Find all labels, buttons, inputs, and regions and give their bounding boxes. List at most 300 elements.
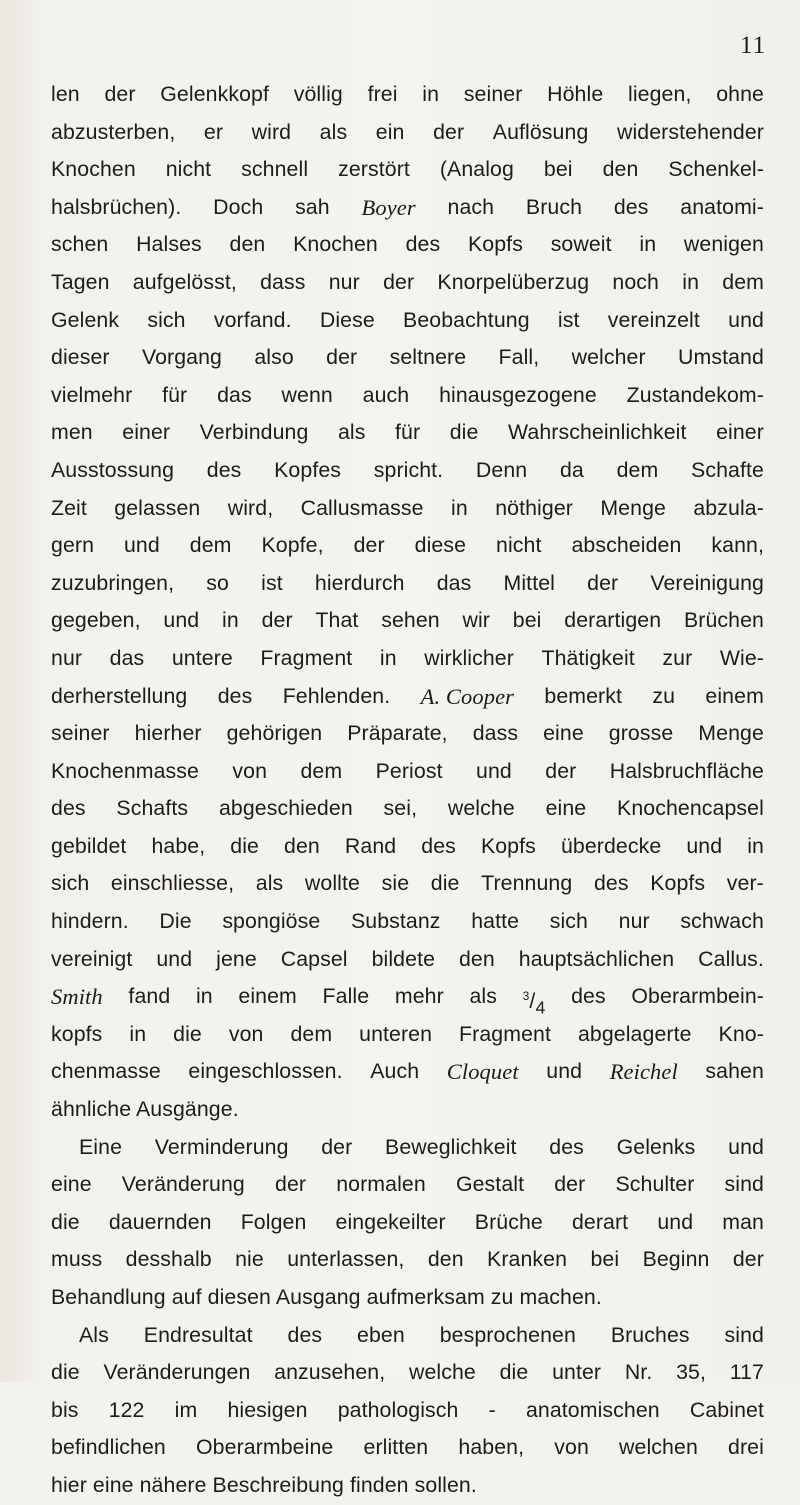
word: nur <box>51 645 83 670</box>
word: und <box>657 1209 694 1234</box>
text-line <box>51 1053 764 1091</box>
word: des <box>613 194 649 219</box>
word: hiesigen <box>227 1397 308 1422</box>
word: den <box>427 1247 464 1272</box>
word: den <box>602 157 639 182</box>
word: Rand <box>344 833 397 858</box>
word: einem <box>238 984 297 1009</box>
word: hierher <box>134 721 202 746</box>
word: Cabinet <box>689 1397 764 1422</box>
word: vielmehr <box>51 382 133 407</box>
word: eingekeilter <box>335 1209 446 1234</box>
word: abzusterben, <box>51 119 176 144</box>
word: sehen <box>381 608 440 633</box>
word: der <box>275 1172 307 1197</box>
word: das <box>436 570 472 595</box>
word: wird, <box>227 495 274 520</box>
word: jene <box>216 946 257 971</box>
word: der <box>732 1247 764 1272</box>
word: als <box>319 119 348 144</box>
word: frei <box>367 82 398 106</box>
text-line <box>51 1016 764 1054</box>
word: ist <box>261 570 283 595</box>
word: Schafte <box>691 457 764 482</box>
word: nur <box>328 269 360 294</box>
word: Kopfe, <box>261 533 324 558</box>
word: Denn <box>475 457 528 482</box>
word: untere <box>171 645 233 670</box>
word: Gelenks <box>616 1134 696 1159</box>
word: dem <box>722 269 764 294</box>
word: halsbrüchen). <box>51 194 182 219</box>
word: eine <box>545 796 587 821</box>
word: welchen <box>619 1435 698 1460</box>
word: Als <box>79 1322 109 1347</box>
word: Menge <box>698 721 764 746</box>
word: zu <box>652 683 676 708</box>
word: Capsel <box>280 946 348 971</box>
word: hatte <box>471 909 520 934</box>
word: seiner <box>51 721 110 746</box>
word: Nr. <box>624 1360 653 1385</box>
word: hauptsächlichen <box>518 946 675 971</box>
text-line <box>51 114 764 152</box>
word: Oberarmbeine <box>196 1435 334 1460</box>
word: die <box>499 1360 529 1385</box>
text-line <box>51 715 764 753</box>
word: Veränderung <box>121 1172 245 1197</box>
word: und <box>728 1134 764 1159</box>
word: Kopfs <box>467 232 523 257</box>
text-line <box>51 452 764 490</box>
word: Kno- <box>718 1021 764 1046</box>
word: Wie- <box>719 645 764 670</box>
word: Halses <box>136 232 202 257</box>
word: pathologisch <box>337 1397 459 1422</box>
word: für <box>162 382 188 407</box>
word: und <box>728 307 764 332</box>
fraction-three-quarters: $^3/_4$ <box>522 989 546 1018</box>
author-name-reichel: Reichel <box>609 1059 678 1085</box>
word: drei <box>728 1435 764 1460</box>
word: die <box>51 1360 80 1385</box>
word: Thätigkeit <box>541 645 635 670</box>
word: ist <box>557 307 580 332</box>
word: hinausgezogene <box>439 382 597 407</box>
author-name-cooper: A. Cooper <box>420 683 515 709</box>
word: derherstellung <box>51 683 188 708</box>
word: Kopfs <box>650 871 706 896</box>
word: so <box>206 570 229 595</box>
word: men <box>51 420 93 445</box>
word: len <box>51 82 80 106</box>
word: - <box>488 1397 496 1422</box>
word: Wahrscheinlichkeit <box>507 420 687 445</box>
word: schnell <box>241 157 309 182</box>
word: Eine <box>79 1134 123 1159</box>
word: spricht. <box>373 457 444 482</box>
word: anzusehen, <box>274 1360 386 1385</box>
word: Beginn <box>642 1247 710 1272</box>
word: ver- <box>726 871 764 896</box>
word: also <box>254 345 294 370</box>
word: des <box>51 796 86 821</box>
word: befindlichen <box>51 1435 166 1460</box>
word: bildete <box>371 946 436 971</box>
word: Trennung <box>481 871 573 896</box>
word: eben <box>357 1322 405 1347</box>
text-line: hier eine nähere Beschreibung finden sollen. <box>51 1472 477 1497</box>
word: Bruch <box>525 194 583 219</box>
word: Mittel <box>503 570 555 595</box>
text-line <box>51 753 764 791</box>
word: der <box>353 533 385 558</box>
text-line: ähnliche Ausgänge. <box>51 1097 239 1122</box>
word: und <box>156 946 193 971</box>
word: in <box>451 495 468 520</box>
word: Die <box>159 909 192 934</box>
text-line <box>51 1129 764 1167</box>
word: welcher <box>571 345 646 370</box>
word: Fehlenden. <box>282 683 391 708</box>
text-line <box>51 1392 764 1430</box>
word: Knochencapsel <box>617 796 764 821</box>
word: schwach <box>680 909 764 934</box>
word: des <box>206 457 242 482</box>
word: nöthiger <box>495 495 573 520</box>
word: derart <box>571 1209 629 1234</box>
body-text <box>51 76 764 1505</box>
word: Beweglichkeit <box>385 1134 517 1159</box>
word: bemerkt <box>544 683 623 708</box>
word: vorfand. <box>213 307 292 332</box>
word: in <box>195 984 213 1009</box>
word: in <box>422 82 440 106</box>
word: dass <box>472 721 519 746</box>
word: von <box>228 1021 264 1046</box>
word: sich <box>147 307 186 332</box>
word: muss <box>51 1247 103 1272</box>
word: die <box>51 1209 80 1234</box>
word: Brüche <box>474 1209 543 1234</box>
word <box>610 1053 678 1091</box>
text-line <box>51 1166 764 1204</box>
word: schen <box>51 232 109 257</box>
text-line <box>51 226 764 264</box>
text-line <box>51 828 764 866</box>
text-line: Behandlung auf diesen Ausgang aufmerksam zu machen. <box>51 1285 602 1309</box>
word: in <box>129 1021 147 1046</box>
word: Auch <box>370 1059 420 1084</box>
word: des <box>571 984 606 1009</box>
word: überdecke <box>560 833 662 858</box>
word: Knorpelüberzug <box>437 269 590 294</box>
word: sind <box>724 1172 764 1197</box>
text-line <box>51 678 764 716</box>
text-line <box>51 1429 764 1467</box>
word: zerstört <box>338 157 410 182</box>
word: Schenkel- <box>668 157 764 182</box>
word: wollte <box>304 871 360 896</box>
word: noch <box>612 269 659 294</box>
word: das <box>109 645 145 670</box>
word: nie <box>235 1247 264 1272</box>
text-line <box>51 1317 764 1355</box>
word: nach <box>447 194 495 219</box>
word: die <box>230 833 259 858</box>
word: und <box>123 533 160 558</box>
text-line <box>51 339 764 377</box>
word: ohne <box>716 82 764 106</box>
word: Auflösung <box>492 119 589 144</box>
word: ein <box>375 119 405 144</box>
text-line <box>51 490 764 528</box>
word: sei, <box>383 796 418 821</box>
word: man <box>722 1209 764 1234</box>
word: bei <box>590 1247 620 1272</box>
word: im <box>174 1397 198 1422</box>
word: hindern. <box>51 909 129 934</box>
text-line <box>51 865 764 903</box>
word: Kranken <box>487 1247 568 1272</box>
word: welche <box>408 1360 476 1385</box>
word: sah <box>295 194 330 219</box>
word: abgelagerte <box>577 1021 692 1046</box>
text-line <box>51 565 764 603</box>
word: der <box>383 269 415 294</box>
text-line <box>51 302 764 340</box>
word: die <box>173 1021 202 1046</box>
word: kann, <box>711 533 764 558</box>
word: Substanz <box>350 909 441 934</box>
word: Verminderung <box>154 1134 289 1159</box>
word: von <box>554 1435 589 1460</box>
word: in <box>682 269 700 294</box>
word: in <box>747 833 764 858</box>
word: der <box>326 345 358 370</box>
word: besprochenen <box>439 1322 576 1347</box>
word: und <box>163 608 200 633</box>
word: Folgen <box>240 1209 307 1234</box>
word: das <box>217 382 252 407</box>
word: Doch <box>213 194 264 219</box>
word: dem <box>616 457 659 482</box>
word: habe, <box>151 833 206 858</box>
word <box>421 678 514 716</box>
word: Gelenkkopf <box>160 82 269 106</box>
word: wird <box>251 119 292 144</box>
word: auch <box>362 382 410 407</box>
word: Diese <box>319 307 375 332</box>
word: der <box>104 82 136 106</box>
word: Fragment <box>459 1021 551 1046</box>
word: nicht <box>496 533 542 558</box>
word: dem <box>300 758 343 783</box>
word: nur <box>618 909 650 934</box>
word: Höhle <box>547 82 604 106</box>
author-name-cloquet: Cloquet <box>446 1059 519 1085</box>
word: spongiöse <box>222 909 321 934</box>
word: und <box>476 758 512 783</box>
word: Knochen <box>51 157 136 182</box>
text-line <box>51 414 764 452</box>
word: des <box>217 683 253 708</box>
word: seltnere <box>389 345 467 370</box>
word: That <box>315 608 359 633</box>
word: dem <box>290 1021 333 1046</box>
word: zuzubringen, <box>51 570 175 595</box>
word: vereinigt <box>51 946 133 971</box>
word: mehr <box>394 984 444 1009</box>
word: dass <box>260 269 306 294</box>
word: abzula- <box>693 495 764 520</box>
word: einem <box>705 683 764 708</box>
word: anatomischen <box>525 1397 660 1422</box>
word <box>362 189 416 227</box>
word: normalen <box>336 1172 426 1197</box>
word: liegen, <box>628 82 692 106</box>
word: die <box>449 420 479 445</box>
word: erlitten <box>363 1435 429 1460</box>
word: als <box>337 420 366 445</box>
word: unterlassen, <box>287 1247 405 1272</box>
text-line <box>51 1204 764 1242</box>
word: der <box>545 758 577 783</box>
word: Schulter <box>615 1172 695 1197</box>
word: gern <box>51 533 95 558</box>
word: Zustandekom- <box>626 382 764 407</box>
word: einschliesse, <box>110 871 235 896</box>
word: eine <box>51 1172 92 1197</box>
word: der <box>587 570 619 595</box>
word: abscheiden <box>571 533 682 558</box>
word: eingeschlossen. <box>188 1059 343 1084</box>
word: in <box>639 232 657 257</box>
text-line <box>51 640 764 678</box>
word: wirklicher <box>424 645 514 670</box>
word: Kopfes <box>274 457 342 482</box>
word: von <box>232 758 268 783</box>
text-line <box>51 941 764 979</box>
word: fand <box>128 984 171 1009</box>
text-line <box>51 151 764 189</box>
word: des <box>405 232 441 257</box>
word: sich <box>549 909 588 934</box>
text-line <box>51 377 764 415</box>
text-line <box>51 264 764 302</box>
word: wenigen <box>683 232 764 257</box>
word: haben, <box>458 1435 525 1460</box>
word: als <box>469 984 497 1009</box>
word: der <box>321 1134 353 1159</box>
word: Gestalt <box>455 1172 525 1197</box>
word: unteren <box>359 1021 433 1046</box>
word: (Analog <box>439 157 514 182</box>
word: Präparate, <box>347 721 448 746</box>
page-number: 11 <box>740 32 767 59</box>
word: den <box>284 833 320 858</box>
word: Tagen <box>51 269 110 294</box>
text-line <box>51 978 764 1016</box>
word: hierdurch <box>314 570 405 595</box>
word: Kopfs <box>480 833 536 858</box>
word <box>447 1053 519 1091</box>
word: des <box>421 833 456 858</box>
word: einer <box>122 420 171 445</box>
word <box>51 978 103 1016</box>
word: zur <box>662 645 693 670</box>
word: 117 <box>729 1360 764 1385</box>
word: sahen <box>705 1059 764 1084</box>
word: Halsbruchfläche <box>609 758 764 783</box>
text-line <box>51 76 764 114</box>
word: den <box>229 232 266 257</box>
word: bei <box>512 608 542 633</box>
author-name-smith: Smith <box>51 984 103 1010</box>
word: Gelenk <box>51 307 120 332</box>
word: Vereinigung <box>650 570 764 595</box>
word: Callusmasse <box>300 495 424 520</box>
text-line <box>51 1241 764 1279</box>
word: einer <box>716 420 764 445</box>
word: eine <box>543 721 584 746</box>
text-line <box>51 189 764 227</box>
word: abgeschieden <box>218 796 353 821</box>
word: Brüchen <box>683 608 764 633</box>
author-name-boyer: Boyer <box>361 194 416 220</box>
word: gebildet <box>51 833 127 858</box>
word: Periost <box>375 758 443 783</box>
word: widerstehender <box>616 119 764 144</box>
word: Fall, <box>498 345 540 370</box>
word: anatomi- <box>680 194 764 219</box>
word: unter <box>552 1360 602 1385</box>
word: diese <box>414 533 467 558</box>
word: Schafts <box>116 796 189 821</box>
word: völlig <box>293 82 343 106</box>
text-line <box>51 602 764 640</box>
word: dieser <box>51 345 110 370</box>
word: dem <box>189 533 232 558</box>
word: 35, <box>676 1360 706 1385</box>
word: Verbindung <box>199 420 309 445</box>
word <box>523 978 546 1016</box>
word: wir <box>462 608 491 633</box>
word: dauernden <box>108 1209 212 1234</box>
word: da <box>559 457 584 482</box>
word: des <box>549 1134 584 1159</box>
word: in <box>379 645 397 670</box>
word: 122 <box>108 1397 145 1422</box>
word: der <box>554 1172 586 1197</box>
word: in <box>222 608 239 633</box>
word: Bruches <box>610 1322 690 1347</box>
word: kopfs <box>51 1021 103 1046</box>
word: Umstand <box>678 345 764 370</box>
word: Oberarmbein- <box>631 984 764 1009</box>
word: Menge <box>600 495 666 520</box>
text-line <box>51 790 764 828</box>
word: Ausstossung <box>51 457 175 482</box>
word: seiner <box>463 82 523 106</box>
word: sie <box>381 871 410 896</box>
word: des <box>593 871 629 896</box>
text-line <box>51 903 764 941</box>
word: als <box>255 871 284 896</box>
word: Veränderungen <box>103 1360 251 1385</box>
word: chenmasse <box>51 1059 161 1084</box>
word: nicht <box>165 157 212 182</box>
